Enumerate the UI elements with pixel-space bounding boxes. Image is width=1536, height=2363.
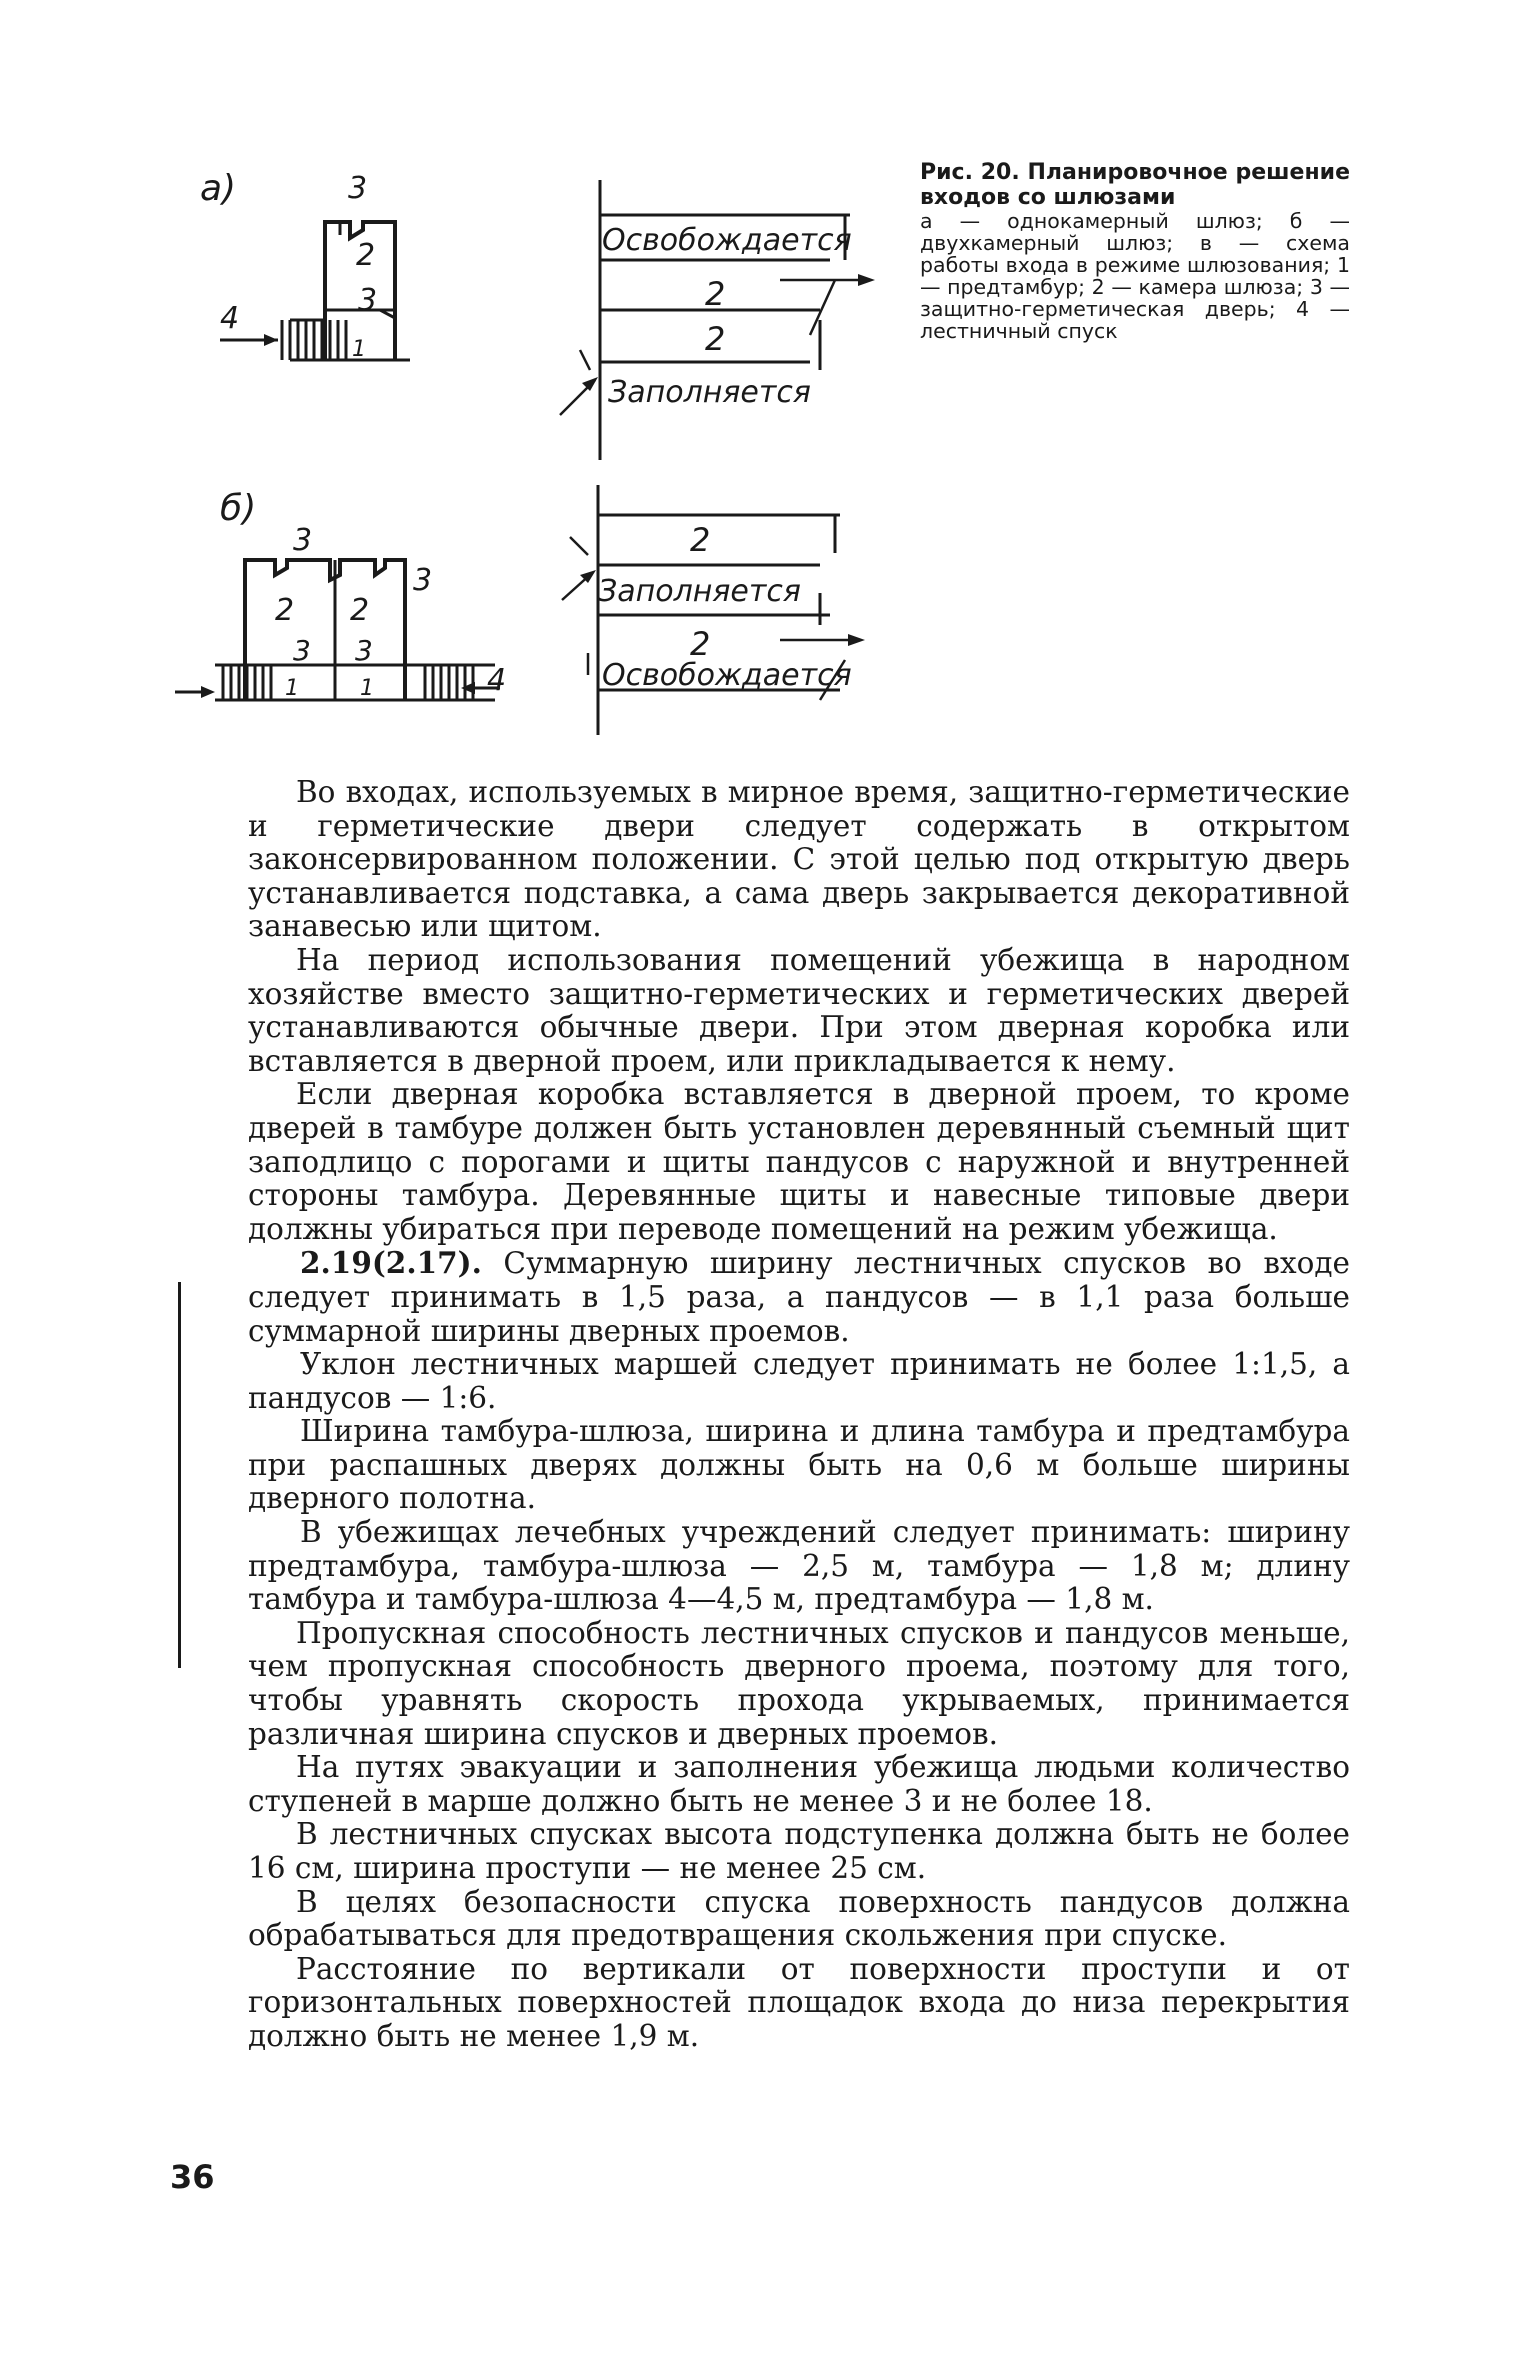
figure-b-plan: [175, 480, 535, 730]
svg-text:3: 3: [355, 634, 373, 667]
paragraph: Расстояние по вертикали от поверхности проступи и от горизонтальных поверхностей площадок входа до низа перекрытия должно быть не менее 1,9 м.: [248, 1951, 1350, 2053]
figure-a-plan: [180, 160, 430, 380]
svg-text:3: 3: [413, 563, 433, 598]
lock-bottom-release: Освобождается: [602, 658, 852, 693]
figure-lock-scheme-top: [540, 170, 880, 470]
paragraph: В целях безопасности спуска поверхность пандусов должна обрабатываться для предотвращения скольжения при спуске.: [248, 1884, 1350, 1953]
svg-text:2: 2: [690, 521, 711, 559]
svg-text:1: 1: [360, 676, 374, 701]
svg-text:1: 1: [352, 337, 366, 362]
figure-b: [175, 480, 535, 730]
svg-text:4: 4: [487, 663, 507, 698]
paragraph: На путях эвакуации и заполнения убежища людьми количество ступеней в марше должно быть не менее 3 и не более 18.: [248, 1750, 1350, 1818]
svg-text:2: 2: [705, 320, 726, 358]
svg-text:3: 3: [293, 634, 311, 667]
figure-b-label: б): [220, 488, 257, 529]
section-number: 2.19(2.17).: [300, 1245, 482, 1281]
svg-text:3: 3: [293, 523, 313, 558]
svg-text:3: 3: [358, 283, 378, 318]
svg-text:1: 1: [285, 676, 299, 701]
section-paragraph: Ширина тамбура-шлюза, ширина и длина тамбура и предтамбура при распашных дверях должны быть на 0,6 м больше ширины дверного полотна.: [248, 1414, 1350, 1516]
lock-bottom-fill: Заполняется: [598, 574, 801, 609]
figure-caption-text: а — однокамерный шлюз; б — двухкамерный шлюз; в — схема работы входа в режиме шлюзования; 1 — предтамбур; 2 — камера шлюза; 3 — защитно-герметическая дверь; 4 — лестничный спуск: [920, 209, 1350, 343]
change-marker-line: [178, 1282, 181, 1668]
section-paragraph: В убежищах лечебных учреждений следует принимать: ширину предтамбура, тамбура-шлюза — 2,5 м, тамбура — 1,8 м; длину тамбура и тамбура-шлюза 4—4,5 м, предтамбура — 1,8 м.: [248, 1515, 1350, 1617]
section-paragraph: Уклон лестничных маршей следует принимать не более 1:1,5, а пандусов — 1:6.: [248, 1347, 1350, 1415]
page-number: 36: [170, 2158, 215, 2196]
lock-top-release: Освобождается: [602, 223, 852, 258]
figure-a: [180, 160, 430, 380]
section-paragraph: [248, 1246, 1350, 1348]
svg-text:2: 2: [356, 238, 376, 273]
figure-caption: [920, 160, 1350, 342]
svg-text:4: 4: [220, 301, 240, 336]
paragraph: На период использования помещений убежища в народном хозяйстве вместо защитно-герметических и герметических дверей устанавливаются обычные двери. При этом дверная коробка или вставляется в дверной проем, или прикладывается к нему.: [248, 942, 1350, 1078]
figure-a-label: а): [200, 168, 237, 209]
figure-caption-title: Рис. 20. Планировочное решение входов со шлюзами: [920, 160, 1350, 210]
section-first-text: Суммарную ширину лестничных спусков во входе следует принимать в 1,5 раза, а пандусов — в 1,1 раза больше суммарной ширины дверных проемов.: [248, 1246, 1350, 1348]
svg-text:3: 3: [348, 171, 368, 206]
body-text: [248, 776, 1350, 2054]
svg-text:2: 2: [275, 593, 295, 628]
lock-scheme-top: [540, 170, 880, 470]
paragraph: Если дверная коробка вставляется в дверной проем, то кроме дверей в тамбуре должен быть установлен деревянный съемный щит заподлицо с порогами и щиты пандусов с наружной и внутренней стороны тамбура. Деревянные щиты и навесные типовые двери должны убираться при переводе помещений на режим убежища.: [248, 1077, 1350, 1246]
paragraph: Во входах, используемых в мирное время, защитно-герметические и герметические двери следует содержать в открытом законсервированном положении. С этой целью под открытую дверь устанавливается подставка, а сама дверь закрывается декоративной занавесью или щитом.: [248, 775, 1350, 944]
svg-text:2: 2: [690, 625, 711, 663]
lock-top-fill: Заполняется: [608, 375, 811, 410]
svg-text:2: 2: [705, 275, 726, 313]
figure-lock-scheme-bottom: [530, 475, 870, 745]
paragraph: Пропускная способность лестничных спусков и пандусов меньше, чем пропускная способность дверного проема, поэтому для того, чтобы уравнять скорость прохода укрываемых, принимается различная ширина спусков и дверных проемов.: [248, 1615, 1350, 1751]
lock-scheme-bottom: [530, 475, 870, 745]
svg-text:2: 2: [350, 593, 370, 628]
paragraph: В лестничных спусках высота подступенка должна быть не более 16 см, ширина проступи — не менее 25 см.: [248, 1817, 1350, 1885]
